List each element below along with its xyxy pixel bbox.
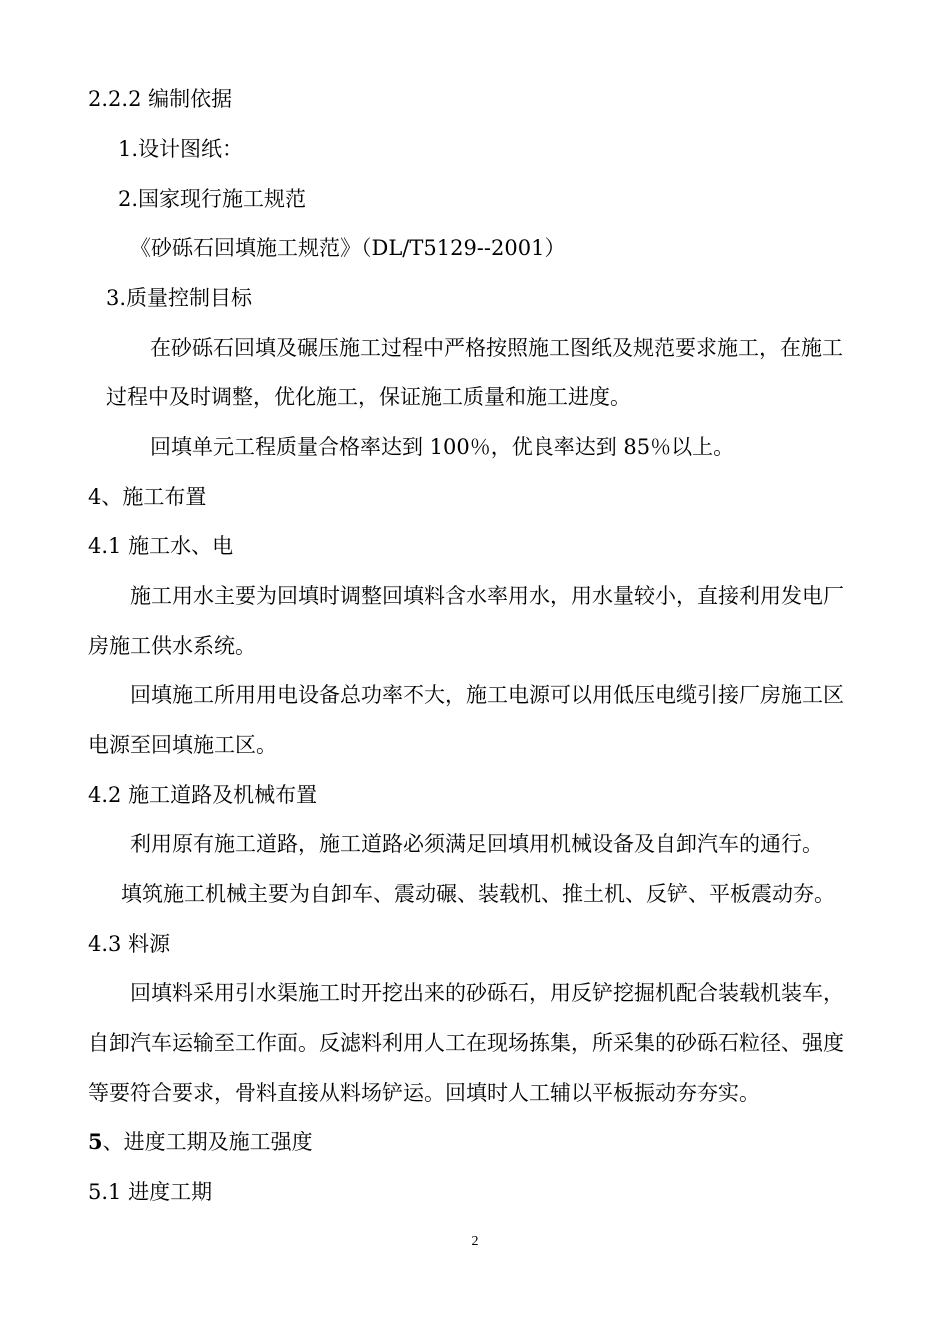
source-paragraph-line-2: 自卸汽车运输至工作面。反滤料利用人工在现场拣集，所采集的砂砾石粒径、强度 xyxy=(88,1031,844,1055)
machinery-paragraph: 填筑施工机械主要为自卸车、震动碾、装载机、推土机、反铲、平板震动夯。 xyxy=(121,882,835,906)
list-item-design-drawings: 1.设计图纸： xyxy=(118,137,244,161)
section-5-1-heading: 5.1 进度工期 xyxy=(88,1180,213,1204)
source-paragraph-line-1: 回填料采用引水渠施工时开挖出来的砂砾石，用反铲挖掘机配合装载机装车， xyxy=(130,981,844,1005)
section-4-3-heading: 4.3 料源 xyxy=(88,932,171,956)
section-2-2-2-heading: 2.2.2 编制依据 xyxy=(88,87,233,111)
quality-paragraph-line-1: 在砂砾石回填及碾压施工过程中严格按照施工图纸及规范要求施工，在施工 xyxy=(150,336,843,360)
list-item-national-specs: 2.国家现行施工规范 xyxy=(118,187,307,211)
quality-rate-paragraph: 回填单元工程质量合格率达到 100％，优良率达到 85％以上。 xyxy=(150,435,735,459)
source-paragraph-line-3: 等要符合要求，骨料直接从料场铲运。回填时人工辅以平板振动夯夯实。 xyxy=(88,1081,760,1105)
section-5-number: 5 xyxy=(88,1129,103,1154)
quality-paragraph-line-2: 过程中及时调整，优化施工，保证施工质量和施工进度。 xyxy=(106,385,631,409)
page-number: 2 xyxy=(471,1234,479,1249)
water-paragraph-line-2: 房施工供水系统。 xyxy=(88,634,256,658)
section-5-title: 、进度工期及施工强度 xyxy=(102,1130,313,1154)
spec-reference: 《砂砾石回填施工规范》（DL/T5129--2001） xyxy=(130,236,566,260)
section-5-heading xyxy=(88,1128,313,1156)
section-4-heading: 4、施工布置 xyxy=(88,485,207,509)
power-paragraph-line-2: 电源至回填施工区。 xyxy=(88,733,277,757)
section-4-2-heading: 4.2 施工道路及机械布置 xyxy=(88,783,318,807)
list-item-quality-target: 3.质量控制目标 xyxy=(106,286,253,310)
section-4-1-heading: 4.1 施工水、电 xyxy=(88,534,234,558)
water-paragraph-line-1: 施工用水主要为回填时调整回填料含水率用水，用水量较小，直接利用发电厂 xyxy=(130,584,844,608)
power-paragraph-line-1: 回填施工所用用电设备总功率不大，施工电源可以用低压电缆引接厂房施工区 xyxy=(130,683,844,707)
road-paragraph: 利用原有施工道路，施工道路必须满足回填用机械设备及自卸汽车的通行。 xyxy=(130,832,823,856)
